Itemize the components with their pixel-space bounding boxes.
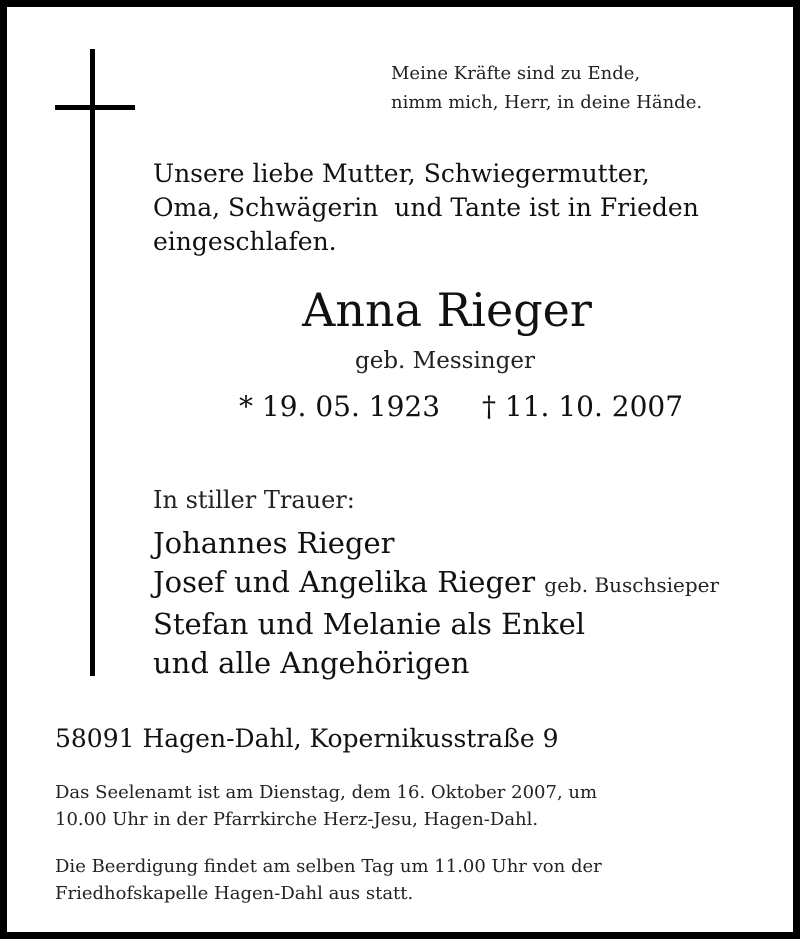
mourner-line (153, 563, 719, 605)
motto-line: nimm mich, Herr, in deine Hände. (391, 92, 703, 113)
mourner-name: Stefan und Melanie als Enkel (153, 607, 586, 641)
mourner-note: geb. Buschsieper (544, 573, 720, 597)
death-date: † 11. 10. 2007 (482, 390, 684, 423)
intro-line: eingeschlafen. (153, 227, 337, 256)
mourner-name: und alle Angehörigen (153, 646, 470, 680)
motto-line: Meine Kräfte sind zu Ende, (391, 63, 641, 84)
info-line: Friedhofskapelle Hagen-Dahl aus statt. (55, 883, 414, 904)
mourner-list (153, 524, 719, 683)
intro-line: Oma, Schwägerin und Tante ist in Frieden (153, 193, 699, 222)
birth-date: * 19. 05. 1923 (239, 390, 441, 423)
cross-icon-bar (55, 105, 135, 110)
mourner-line (153, 644, 719, 683)
cross-icon (90, 49, 95, 676)
mourner-line (153, 524, 719, 563)
life-dates (239, 389, 684, 425)
mourner-name: Josef und Angelika Rieger (153, 565, 536, 599)
info-line: Das Seelenamt ist am Dienstag, dem 16. Oktober 2007, um (55, 782, 598, 803)
requiem-info (55, 779, 597, 833)
mourning-label: In stiller Trauer: (153, 486, 355, 514)
info-line: Die Beerdigung findet am selben Tag um 11.00 Uhr von der (55, 856, 602, 877)
info-line: 10.00 Uhr in der Pfarrkirche Herz-Jesu, Hagen-Dahl. (55, 809, 539, 830)
mourner-name: Johannes Rieger (153, 526, 395, 560)
deceased-name: Anna Rieger (302, 283, 592, 337)
burial-info (55, 853, 602, 907)
family-address: 58091 Hagen-Dahl, Kopernikusstraße 9 (55, 724, 559, 753)
intro-text (153, 157, 699, 259)
motto-verse (391, 59, 702, 117)
intro-line: Unsere liebe Mutter, Schwiegermutter, (153, 159, 650, 188)
maiden-name: geb. Messinger (355, 348, 535, 374)
mourner-line (153, 605, 719, 644)
